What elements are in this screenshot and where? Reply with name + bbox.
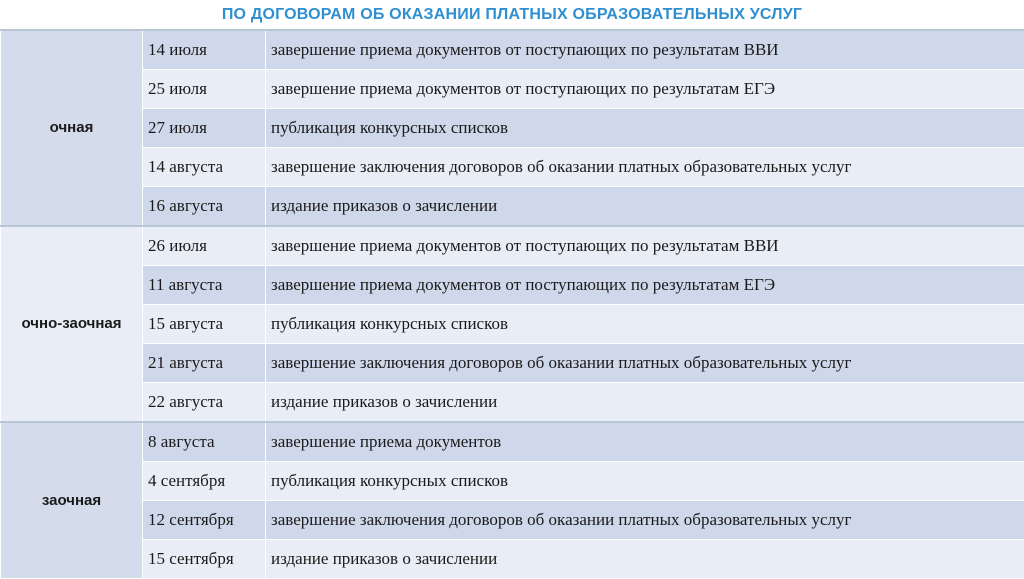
date-cell: 12 сентября — [143, 501, 266, 540]
table-row — [1, 540, 1024, 579]
date-cell: 25 июля — [143, 70, 266, 109]
event-cell: завершение заключения договоров об оказании платных образовательных услуг — [266, 344, 1024, 383]
date-cell: 16 августа — [143, 187, 266, 227]
table-row — [1, 266, 1024, 305]
schedule-table — [0, 29, 1024, 579]
table-row — [1, 30, 1024, 70]
table-row — [1, 109, 1024, 148]
table-row — [1, 422, 1024, 462]
event-cell: завершение заключения договоров об оказании платных образовательных услуг — [266, 501, 1024, 540]
date-cell: 8 августа — [143, 422, 266, 462]
study-form-cell: заочная — [1, 422, 143, 579]
event-cell: издание приказов о зачислении — [266, 187, 1024, 227]
date-cell: 15 сентября — [143, 540, 266, 579]
date-cell: 26 июля — [143, 226, 266, 266]
date-cell: 22 августа — [143, 383, 266, 423]
event-cell: завершение приема документов от поступающих по результатам ЕГЭ — [266, 70, 1024, 109]
table-row — [1, 226, 1024, 266]
date-cell: 15 августа — [143, 305, 266, 344]
table-row — [1, 70, 1024, 109]
table-row — [1, 344, 1024, 383]
event-cell: завершение приема документов от поступающих по результатам ВВИ — [266, 226, 1024, 266]
event-cell: завершение приема документов от поступающих по результатам ЕГЭ — [266, 266, 1024, 305]
event-cell: издание приказов о зачислении — [266, 383, 1024, 423]
event-cell: завершение приема документов — [266, 422, 1024, 462]
schedule-body — [1, 30, 1024, 579]
study-form-cell: очная — [1, 30, 143, 226]
event-cell: издание приказов о зачислении — [266, 540, 1024, 579]
date-cell: 21 августа — [143, 344, 266, 383]
event-cell: публикация конкурсных списков — [266, 109, 1024, 148]
date-cell: 4 сентября — [143, 462, 266, 501]
event-cell: публикация конкурсных списков — [266, 305, 1024, 344]
event-cell: завершение заключения договоров об оказании платных образовательных услуг — [266, 148, 1024, 187]
date-cell: 14 июля — [143, 30, 266, 70]
table-row — [1, 187, 1024, 227]
study-form-cell: очно-заочная — [1, 226, 143, 422]
date-cell: 11 августа — [143, 266, 266, 305]
date-cell: 14 августа — [143, 148, 266, 187]
table-row — [1, 148, 1024, 187]
event-cell: публикация конкурсных списков — [266, 462, 1024, 501]
page-title: ПО ДОГОВОРАМ ОБ ОКАЗАНИИ ПЛАТНЫХ ОБРАЗОВАТЕЛЬНЫХ УСЛУГ — [0, 0, 1024, 29]
date-cell: 27 июля — [143, 109, 266, 148]
event-cell: завершение приема документов от поступающих по результатам ВВИ — [266, 30, 1024, 70]
table-row — [1, 501, 1024, 540]
table-row — [1, 305, 1024, 344]
table-row — [1, 462, 1024, 501]
table-row — [1, 383, 1024, 423]
